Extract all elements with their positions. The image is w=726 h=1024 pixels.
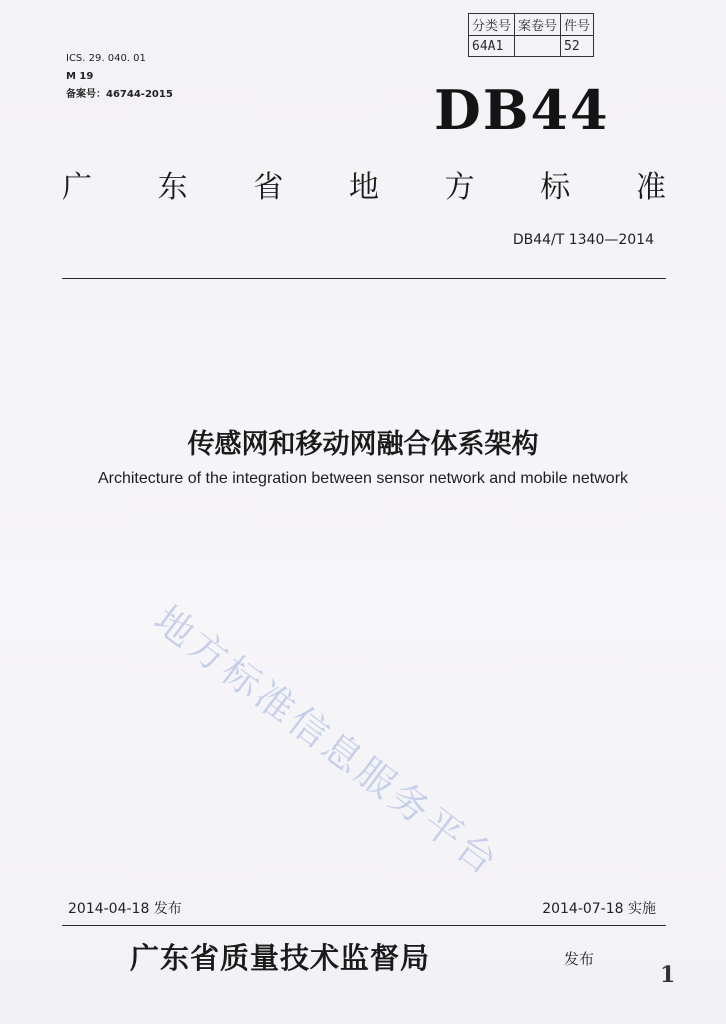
stamp-value-category: 64A1 bbox=[469, 36, 515, 57]
classification-meta bbox=[66, 50, 173, 104]
page-number: 1 bbox=[660, 962, 676, 988]
stamp-value-item: 52 bbox=[561, 36, 594, 57]
title-chinese: 传感网和移动网融合体系架构 bbox=[187, 429, 539, 460]
stamp-header-category: 分类号 bbox=[469, 14, 515, 36]
ics-code: ICS. 29. 040. 01 bbox=[66, 53, 146, 64]
ccs-code: M 19 bbox=[66, 71, 94, 82]
issuer-suffix: 发布 bbox=[564, 950, 595, 968]
standard-number: DB44/T 1340—2014 bbox=[512, 232, 654, 248]
category-char: 地 bbox=[348, 170, 379, 205]
standard-category bbox=[62, 162, 666, 206]
archive-stamp-box bbox=[468, 13, 594, 57]
title-english: Architecture of the integration between sensor network and mobile network bbox=[97, 470, 629, 487]
stamp-value-file bbox=[515, 36, 561, 57]
standard-code-logo: DB44 bbox=[434, 78, 610, 142]
stamp-header-item: 件号 bbox=[561, 14, 594, 36]
category-char: 方 bbox=[444, 170, 475, 205]
issue-date: 2014-04-18 发布 bbox=[68, 901, 182, 917]
stamp-header-file: 案卷号 bbox=[515, 14, 561, 36]
category-char: 标 bbox=[540, 170, 571, 205]
header-divider bbox=[62, 278, 666, 279]
watermark-text: 地方标准信息服务平台 bbox=[146, 597, 509, 886]
category-char: 东 bbox=[157, 170, 188, 205]
category-char: 准 bbox=[635, 170, 666, 205]
implementation-date: 2014-07-18 实施 bbox=[542, 901, 656, 917]
category-char: 省 bbox=[253, 170, 284, 205]
category-char: 广 bbox=[62, 170, 92, 205]
filing-number: 备案号：46744-2015 bbox=[66, 89, 173, 100]
footer-divider bbox=[62, 925, 666, 926]
issuing-authority: 广东省质量技术监督局 bbox=[130, 941, 431, 975]
